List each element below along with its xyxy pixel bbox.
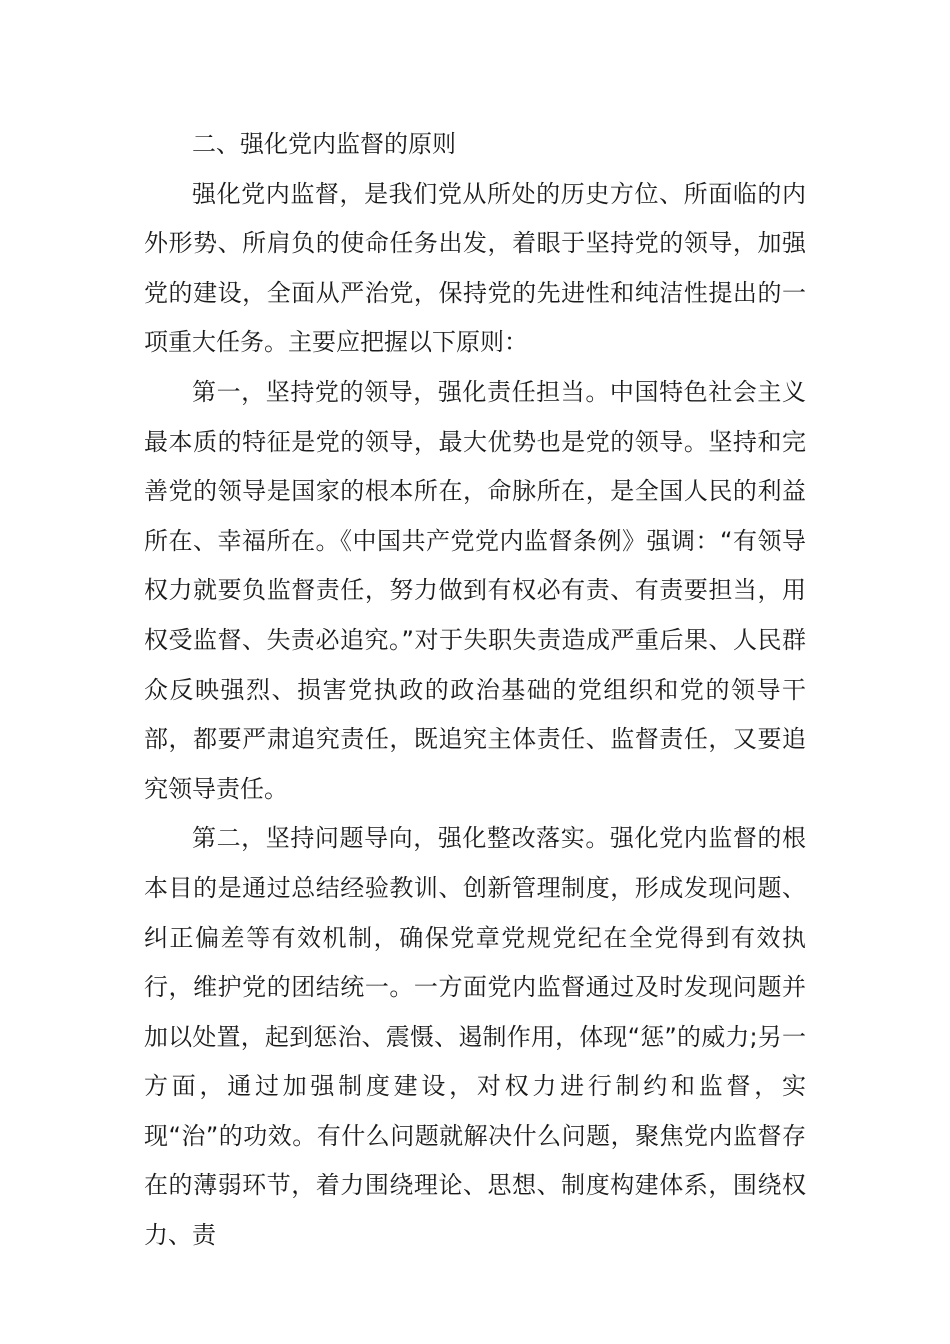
paragraph-intro: 强化党内监督，是我们党从所处的历史方位、所面临的内外形势、所肩负的使命任务出发，着眼于坚持党的领导，加强党的建设，全面从严治党，保持党的先进性和纯洁性提出的一项重大任务。主要应把握以下原则： xyxy=(144,179,806,357)
paragraph-second-principle: 第二，坚持问题导向，强化整改落实。强化党内监督的根本目的是通过总结经验教训、创新管理制度，形成发现问题、纠正偏差等有效机制，确保党章党规党纪在全党得到有效执行，维护党的团结统一。一方面党内监督通过及时发现问题并加以处置，起到惩治、震慑、遏制作用，体现“惩”的威力;另一方面，通过加强制度建设，对权力进行制约和监督，实现“治”的功效。有什么问题就解决什么问题，聚焦党内监督存在的薄弱环节，着力围绕理论、思想、制度构建体系，围绕权力、责 xyxy=(144,824,806,1250)
document-body xyxy=(144,120,806,1261)
paragraph-first-principle: 第一，坚持党的领导，强化责任担当。中国特色社会主义最本质的特征是党的领导，最大优势也是党的领导。坚持和完善党的领导是国家的根本所在，命脉所在，是全国人民的利益所在、幸福所在。《中国共产党党内监督条例》强调：“有领导权力就要负监督责任，努力做到有权必有责、有责要担当，用权受监督、失责必追究。”对于失职失责造成严重后果、人民群众反映强烈、损害党执政的政治基础的党组织和党的领导干部，都要严肃追究责任，既追究主体责任、监督责任，又要追究领导责任。 xyxy=(144,377,806,803)
section-heading: 二、强化党内监督的原则 xyxy=(192,130,456,158)
